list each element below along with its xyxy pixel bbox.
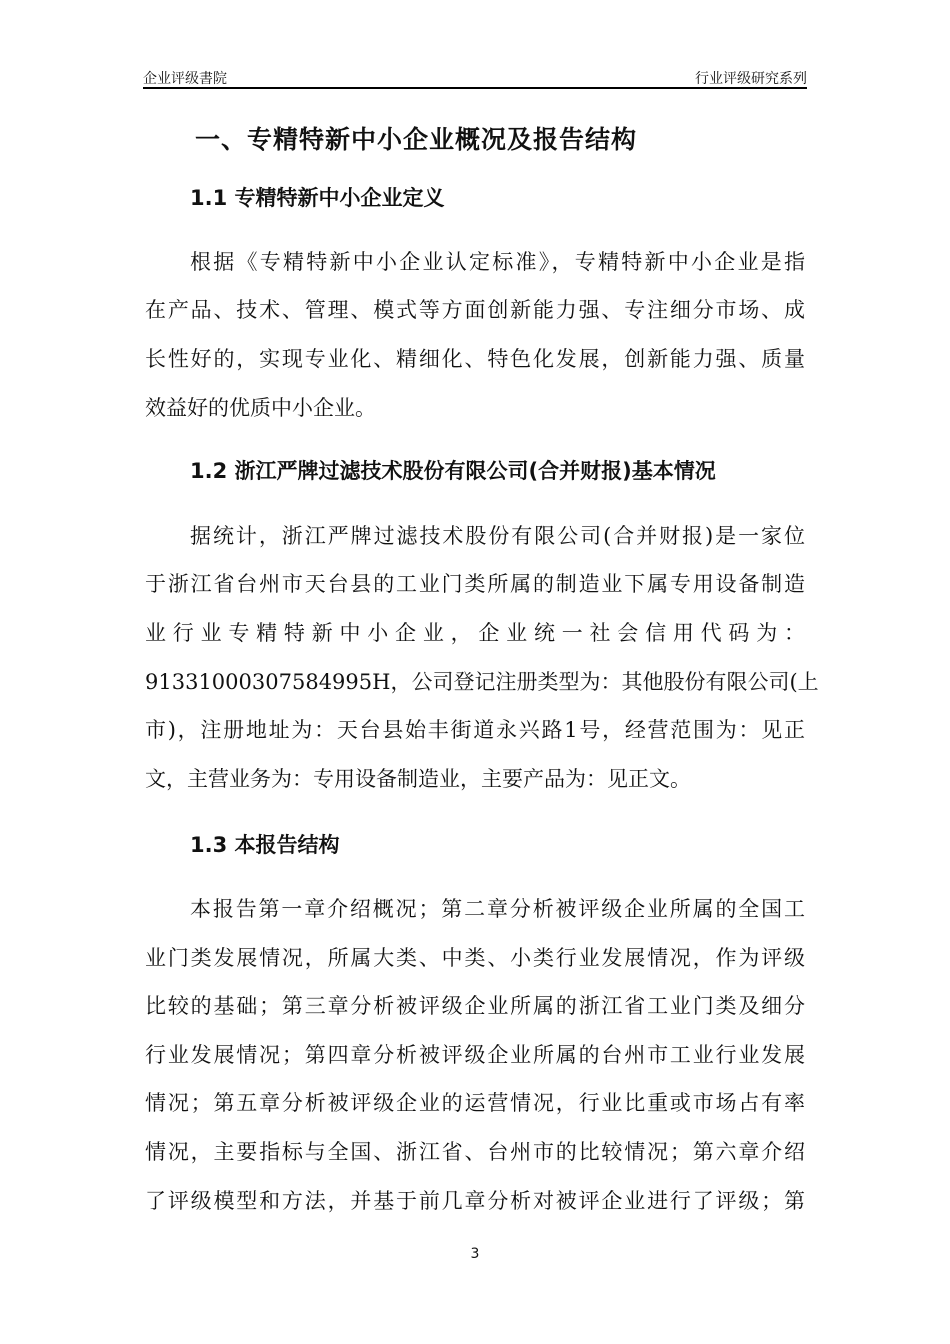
paragraph-line: 了评级模型和方法，并基于前几章分析对被评企业进行了评级；第	[145, 1189, 805, 1213]
header-left: 企业评级書院	[143, 71, 227, 87]
paragraph-line: 业门类发展情况，所属大类、中类、小类行业发展情况，作为评级	[145, 946, 805, 970]
page-number: 3	[470, 1246, 480, 1262]
paragraph-line: 文，主营业务为：专用设备制造业，主要产品为：见正文。	[145, 767, 691, 791]
paragraph-line: 市)，注册地址为：天台县始丰街道永兴路1号，经营范围为：见正	[145, 718, 805, 742]
paragraph-line: 在产品、技术、管理、模式等方面创新能力强、专注细分市场、成	[145, 298, 805, 322]
header-rule	[143, 87, 807, 89]
paragraph-line: 情况，主要指标与全国、浙江省、台州市的比较情况；第六章介绍	[145, 1140, 805, 1164]
section-heading: 1.3 本报告结构	[190, 833, 340, 857]
paragraph-line: 91331000307584995H，公司登记注册类型为：其他股份有限公司(上	[145, 670, 819, 694]
header-right: 行业评级研究系列	[695, 71, 807, 87]
paragraph-line: 本报告第一章介绍概况；第二章分析被评级企业所属的全国工	[190, 897, 805, 921]
paragraph-line: 根据《专精特新中小企业认定标准》，专精特新中小企业是指	[190, 250, 805, 274]
section-heading: 1.2 浙江严牌过滤技术股份有限公司(合并财报)基本情况	[190, 459, 716, 483]
paragraph-line: 比较的基础；第三章分析被评级企业所属的浙江省工业门类及细分	[145, 994, 805, 1018]
paragraph-line: 行业发展情况；第四章分析被评级企业所属的台州市工业行业发展	[145, 1043, 805, 1067]
paragraph-line: 业行业专精特新中小企业，企业统一社会信用代码为：	[145, 621, 805, 645]
paragraph-line: 于浙江省台州市天台县的工业门类所属的制造业下属专用设备制造	[145, 572, 805, 596]
chapter-title: 一、专精特新中小企业概况及报告结构	[195, 125, 638, 154]
paragraph-line: 情况；第五章分析被评级企业的运营情况，行业比重或市场占有率	[145, 1091, 805, 1115]
paragraph-line: 长性好的，实现专业化、精细化、特色化发展，创新能力强、质量	[145, 347, 805, 371]
paragraph-line: 效益好的优质中小企业。	[145, 396, 376, 420]
paragraph-line: 据统计，浙江严牌过滤技术股份有限公司(合并财报)是一家位	[190, 524, 805, 548]
section-heading: 1.1 专精特新中小企业定义	[190, 186, 445, 210]
